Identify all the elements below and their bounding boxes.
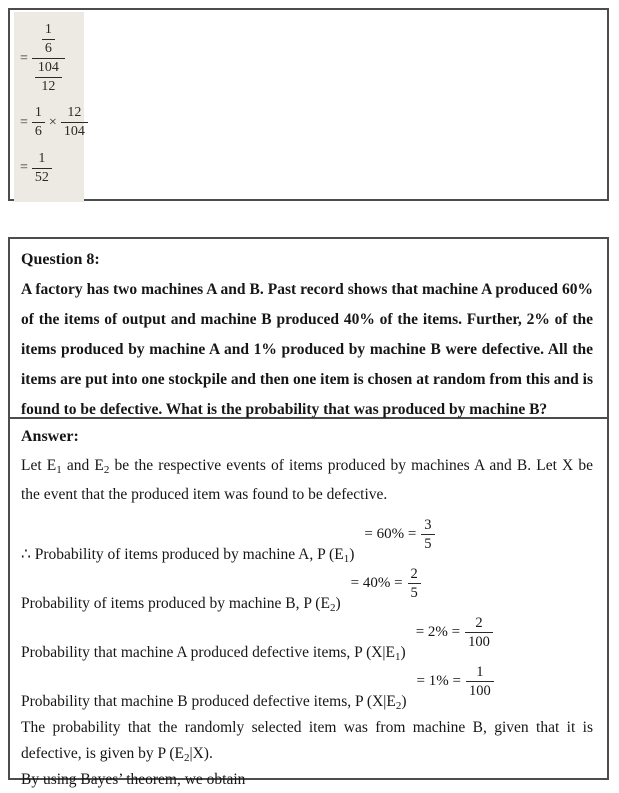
fraction-one-sixth: $\frac{1}{6}$ bbox=[42, 22, 55, 57]
question-label: Question 8: bbox=[21, 251, 100, 268]
equation-lead: = 2% = bbox=[415, 624, 461, 641]
equation-step-1 bbox=[20, 22, 82, 95]
fraction-12-over-104: $\frac{12}{104}$ bbox=[61, 105, 88, 140]
equation-step-2 bbox=[20, 105, 85, 140]
answer-label: Answer: bbox=[21, 428, 79, 445]
fraction: $\frac{1}{100}$ bbox=[466, 664, 494, 700]
equation-lead: = 1% = bbox=[416, 673, 461, 690]
multiplication-sign: × bbox=[48, 114, 57, 130]
probability-equation bbox=[364, 517, 434, 553]
probability-equation bbox=[417, 664, 494, 700]
equation-image-block bbox=[14, 12, 84, 202]
equals-sign: = bbox=[20, 160, 28, 176]
equals-sign: = bbox=[20, 114, 28, 130]
probability-line-machine-b bbox=[21, 566, 593, 615]
math-calculation-box bbox=[8, 8, 609, 201]
probability-text: Probability that machine A produced defective items, P $(X|E_1)$ bbox=[21, 644, 406, 663]
question-answer-box bbox=[8, 237, 609, 788]
probability-equation bbox=[416, 615, 493, 651]
probability-text: Probability of items produced by machine B, P $(E_2)$ bbox=[21, 595, 341, 614]
bayes-theorem-line: By using Bayes’ theorem, we obtain bbox=[21, 771, 246, 788]
fraction: $\frac{2}{100}$ bbox=[465, 615, 493, 651]
closing-statement: The probability that the randomly selected item was from machine B, given that it is defective, is given by P $(E_2|X)$. bbox=[21, 719, 593, 764]
fraction: $\frac{2}{5}$ bbox=[408, 566, 421, 602]
equation-step-3 bbox=[20, 151, 82, 186]
probability-line-defective-b bbox=[21, 664, 593, 713]
question-section bbox=[10, 239, 607, 419]
probability-line-machine-a bbox=[21, 514, 593, 566]
equation-lead: = 40% = bbox=[350, 575, 403, 592]
question-body: A factory has two machines A and B. Past record shows that machine A produced 60% of the items of output and machine B produced 40% of the items. Further, 2% of the items produced by machine A and 1% produced by machine B were defective. All the items are put into one stockpile and then one item is chosen at random from this and is found to be defective. What is the probability that was produced by machine B? bbox=[21, 281, 593, 418]
probability-line-defective-a bbox=[21, 615, 593, 664]
equation-lead: = 60% = bbox=[364, 526, 417, 543]
answer-intro: Let $E_1$ and $E_2$ be the respective events of items produced by machines A and B. Let X be the event that the produced item was found to be defective. bbox=[21, 457, 593, 503]
probability-text: ∴ Probability of items produced by machine A, P $(E_1)$ bbox=[21, 546, 355, 565]
fraction-one-sixth: $\frac{1}{6}$ bbox=[32, 105, 45, 140]
fraction-104-over-12: $\frac{104}{12}$ bbox=[35, 60, 62, 95]
probability-equation bbox=[351, 566, 421, 602]
fraction-one-52nd: $\frac{1}{52}$ bbox=[32, 151, 52, 186]
equals-sign: = bbox=[20, 50, 28, 66]
answer-section bbox=[10, 419, 607, 793]
complex-fraction bbox=[32, 22, 65, 95]
probability-text: Probability that machine B produced defective items, P $(X|E_2)$ bbox=[21, 693, 407, 712]
fraction: $\frac{3}{5}$ bbox=[421, 517, 434, 553]
